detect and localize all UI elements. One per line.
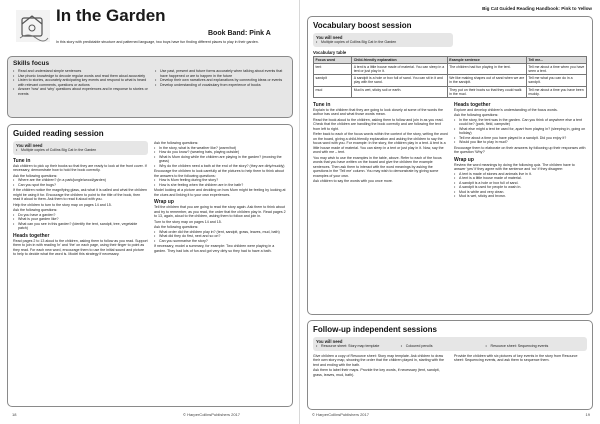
list-item: • A tent is a little house made of material. [454,176,587,181]
table-cell: A sandpit is a hole or box full of sand. You can sit in it and play with the sand. [352,75,448,86]
paragraph: Refer back to each of the focus words within the context of the story, writing the word on the board, giving a child-friendly explanation and asking the children to say the focus word with you. For example: In the story, the children play in a tent. A tent is a little house made of material. You can sleep in a tent or just play in it. Now, say the word with me – tent. [313,132,448,155]
paragraph: Read the book aloud to the children, asking them to follow and join in as you read. Check that the children are handling the book correctly and are following the text from left to right. [313,117,444,131]
running-header: Big Cat Guided Reading Handbook: Pink to Yellow [482,6,592,11]
you-will-need-label: You will need [16,143,43,148]
right-page [300,0,600,424]
list-item: • A sandpit is used for people to wash in. [454,185,587,190]
list-item: • What did they do first, next and so on? [154,234,287,239]
list-item: • What else might a tent be used for, apart from playing in? (sleeping in, going on holiday) [454,127,587,136]
paragraph: Provide the children with six pictures of key events in the story from Resource sheet: Sequencing events, and ask them to sequence them. [454,353,578,362]
list-item: • A tent is made of stones and animals live in it. [454,172,587,177]
list-item: • Tell me about a time you have played in a sandpit. Did you enjoy it? [454,136,587,141]
table-cell: Tell me about a time you have been muddy. [526,86,586,97]
list-item: • Do you have a garden? [13,213,148,218]
heads-together-heading: Heads together [454,101,491,108]
vocab-box [307,16,593,315]
table-cell: Mud is wet, sticky soil or earth. [352,86,448,97]
tune-in-heading: Tune in [13,157,31,164]
book-band: Book Band: Pink A [208,30,271,37]
vocab-heading: Vocabulary boost session [313,21,412,30]
you-will-need-box [313,337,587,351]
book-cover-icon [16,10,50,42]
list-item: • How is she feeling when the children are in the bath? [154,183,287,188]
list-item: • How is Mum feeling during the story? [154,178,287,183]
skills-heading: Skills focus [13,60,50,67]
table-cell: mud [314,86,352,97]
table-row [314,86,587,97]
tune-in-heading: Tune in [313,101,331,108]
paragraph: Tell the children that you are going to read the story again. Ask them to think about and try to remember, as you read, the order that the children play in. Read pages 2 to 13, again, aloud to the children, asking them to follow and join in. [154,205,286,218]
paragraph: Ask the following questions: [154,225,199,229]
table-header: Focus word [314,56,352,63]
skills-list-col2 [155,69,287,96]
intro-text: In this story with predictable structure and patterned language, two boys have fun finding different places to play in their garden. [56,40,259,44]
table-cell: A tent is a little house made of material. You can sleep in a tent or just play in it. [352,63,448,74]
list-item: • Resource sheet: Sequencing events [486,344,584,349]
follow-up-heading: Follow-up independent sessions [313,325,438,334]
page-number: 19 [585,412,590,417]
paragraph: Encourage them to elaborate on their answers by following up their responses with the question 'Why?' [454,145,586,155]
paragraph: Ask the following questions: [13,173,58,178]
list-item: • Read and understand simple sentences [13,69,149,74]
list-item: • Resource sheet: Story map template [316,344,395,349]
paragraph: You may wish to use the examples in the table, above. Refer to each of the focus words that you have written on the board and give the children the example sentences. Then ask them to interact with the word meanings by asking the questions in the 'Tell me' column. You may wish to demonstrate by giving some examples of your own. [313,155,442,178]
list-item: • Why do the children need a bath at the end of the story? (they are dirty/muddy) [154,164,287,169]
list-item: • Can you summarise the story? [154,239,287,244]
follow-up-box [307,320,593,410]
list-item: • Use phonic knowledge to decode regular words and read them aloud accurately [13,74,149,79]
guided-heading: Guided reading session [13,129,104,138]
page-number: 18 [12,412,17,417]
list-item: • What order did the children play in? (tent, sandpit, grass, leaves, mud, bath) [154,230,287,235]
table-cell: The children had fun playing in the tent. [447,63,526,74]
list-item: • A sandpit is a hole or box full of sand. [454,181,587,186]
paragraph: Ask them to label their maps. Provide the key words, if necessary (tent, sandpit, grass, leaves, mud, bath). [313,368,440,377]
list-item: • Would you like to play in mud? [454,140,587,145]
paragraph: Encourage the children to look carefully at the pictures to help them to think about the answers to the following questions: [154,169,284,178]
guided-reading-box [7,124,293,407]
list-item: • What is Mum doing while the children are playing in the garden? (mowing the grass) [154,155,287,164]
table-row [314,75,587,86]
table-cell: Tell me about a time when you have seen a tent. [526,63,586,74]
copyright: © HarperCollinsPublishers 2017 [183,412,240,417]
paragraph: Ask children to pick up their books so that they are ready to look at the front cover. If necessary, demonstrate how to hold the book correctly. [13,163,147,172]
paragraph: If necessary, model a summary, for example: Two children were playing in a garden. They had lots of fun and got very dirty so they had to have a bath. [154,244,275,253]
paragraph: Read pages 2 to 13 aloud to the children, asking them to follow as you read. Support them to join in with reading 'in' and 'the' on each page, using their finger to point as they read. For each new word, encourage them to use the initial sound and picture to help to decide what the word is. Model this strategy if necessary. [13,238,148,256]
table-cell: sandpit [314,75,352,86]
copyright: © HarperCollinsPublishers 2017 [312,412,369,417]
vocab-col1 [313,102,448,199]
page-title: In the Garden [56,6,166,25]
paragraph: Model looking at a picture and deciding on how Mum might be feeling by looking at the clues and linking it to your own experiences. [154,188,286,197]
you-will-need-label: You will need [316,35,343,40]
paragraph: Help the children to turn to the story map on pages 14 and 15. [13,202,112,207]
guided-col1 [13,141,148,257]
list-item: • Answer 'how' and 'why' questions about experiences and in response to stories or events [13,87,149,96]
you-will-need-box [313,33,453,47]
table-cell: Tell me what you can do in a sandpit. [526,75,586,86]
vocabulary-table [313,56,587,98]
paragraph: Ask the following questions: [154,141,199,145]
paragraph: Explain to the children that they are going to look closely at some of the words the author has used and what those words mean. [313,107,444,117]
list-item: • What can you see in this garden? (identify the tent, sandpit, tree, vegetable patch) [13,222,148,231]
follow-col1 [313,354,448,378]
table-cell: tent [314,63,352,74]
you-will-need-box [13,141,148,155]
list-item: • Multiple copies of Collins Big Cat In the Garden [316,40,450,45]
list-item: • What is your garden like? [13,217,148,222]
list-item: • Mud is wet, sticky and brown. [454,194,587,199]
you-will-need-label: You will need [316,339,343,344]
list-item: • Develop their own narratives and explanations by connecting ideas or events [155,78,287,83]
skills-focus-box [7,56,293,118]
list-item: • Listen to stories, accurately anticipating key events and respond to what is heard with relevant comments, questions or actions [13,78,149,87]
table-header: Child-friendly explanation [352,56,448,63]
paragraph: Explore and develop children's understanding of the focus words. [454,107,558,112]
list-item: • Develop understanding of vocabulary from experience of books [155,83,287,88]
list-item: • Where are the children? (in a park/jungle/wood/garden) [13,178,148,183]
table-cell: They put on their boots so that they could walk in the mud. [447,86,526,97]
list-item: • Multiple copies of Collins Big Cat In the Garden [16,148,145,153]
list-item: • In the story, what is the weather like? (warm/hot) [154,146,287,151]
paragraph: If the children notice the magnifying glass, ask what it is called and what the children might be using it for. Encourage the children to point to the title of the book, then read it aloud to them. Ask them to read it aloud with you. [13,188,148,201]
wrap-up-heading: Wrap up [154,199,174,205]
list-item: • Can you spot the bugs? [13,183,148,188]
wrap-up-heading: Wrap up [454,156,474,163]
list-item: • Coloured pencils [401,344,480,349]
list-item: • How do you know? (wearing hats, playing outside) [154,150,287,155]
paragraph: Ask the following questions: [454,113,499,118]
table-header: Example sentence [447,56,526,63]
list-item: • Mud is white and very clean. [454,190,587,195]
skills-list-col1 [13,69,149,96]
table-header: Tell me... [526,56,586,63]
follow-col2 [454,354,587,378]
table-title: Vocabulary table [313,49,347,55]
paragraph: Review the word meanings by doing the following quiz. The children have to answer 'yes' if they agree with the sentence and 'no' if they disagree: [454,162,575,172]
table-row [314,63,587,74]
paragraph: Ask children to say the words with you once more. [313,179,393,184]
paragraph: Ask the following questions: [13,208,58,212]
guided-col2 [154,141,287,257]
paragraph: Turn to the story map on pages 14 and 15. [154,219,222,224]
vocab-col2 [454,102,587,199]
paragraph: Give children a copy of Resource sheet: Story map template. Ask children to draw their own story map, showing the order that the children played in, starting with the tent and ending with the bath. [313,353,445,367]
list-item: • In the story, the tent was in the garden. Can you think of anywhere else a tent could be? (park, field, campsite) [454,118,587,127]
table-cell: We like making shapes out of sand when we are in the sandpit. [447,75,526,86]
heads-together-heading: Heads together [13,232,50,239]
list-item: • Use past, present and future forms accurately when talking about events that have happened or are to happen in the future [155,69,287,78]
